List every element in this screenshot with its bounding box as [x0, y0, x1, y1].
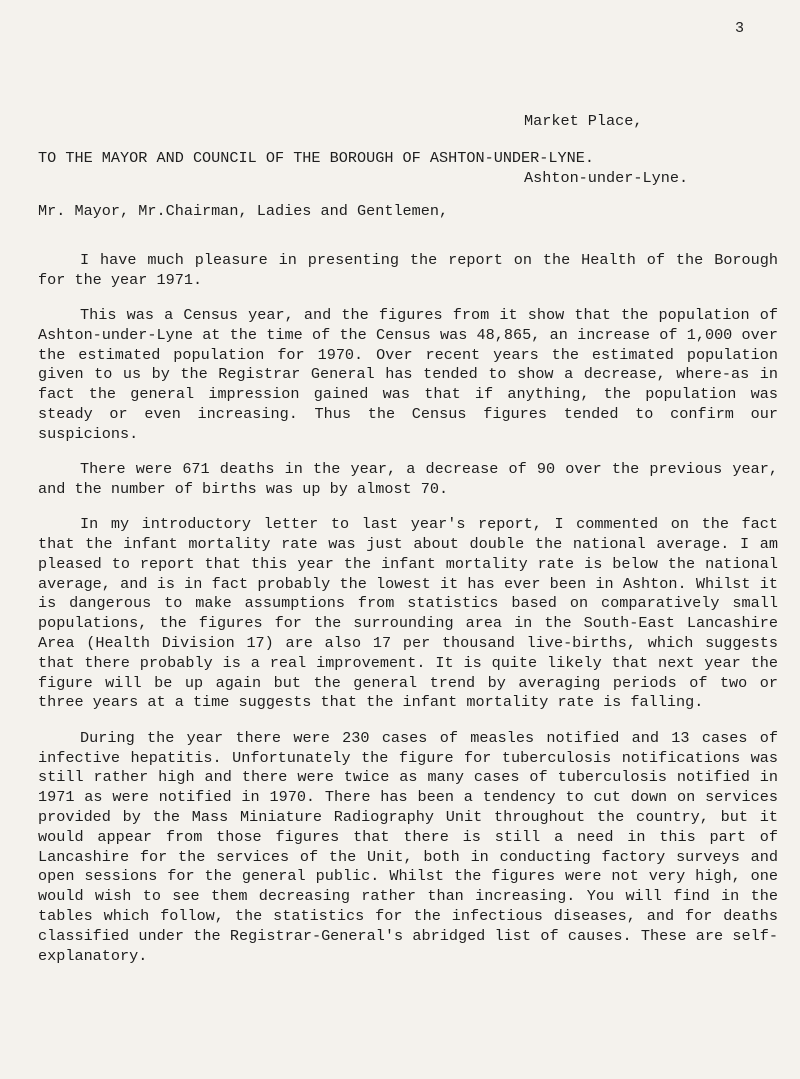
paragraph-intro: I have much pleasure in presenting the report on the Health of the Borough for the year 1971. — [38, 251, 778, 289]
paragraph-census: This was a Census year, and the figures from it show that the population of Ashton-under-Lyne at the time of the Census was 48,865, an increase of 1,000 over the estimated population for 1970. Over recent years the estimated population given to us by the Registrar General has tended to show a decrease, where-as in fact the general impression gained was that if anything, the population was steady or even increasing. Thus the Census figures tended to confirm our suspicions. — [38, 306, 778, 443]
paragraph-infectious-diseases: During the year there were 230 cases of measles notified and 13 cases of infective hepatitis. Unfortunately the figure for tuberculosis notifications was still rather high and there were twice as many cases of tuberculosis notified in 1971 as were notified in 1970. There has been a tendency to cut down on services provided by the Mass Miniature Radiography Unit throughout the country, but it would appear from those figures that there is still a need in this part of Lancashire for the services of the Unit, both in conducting factory surveys and open sessions for the general public. Whilst the figures were not very high, one would wish to see them decreasing rather than increasing. You will find in the tables which follow, the statistics for the infectious diseases, and for deaths classified under the Registrar-General's abridged list of causes. These are self-explanatory. — [38, 728, 778, 965]
paragraph-deaths-births: There were 671 deaths in the year, a decrease of 90 over the previous year, and the number of births was up by almost 70. — [38, 460, 778, 498]
greeting-line: Mr. Mayor, Mr.Chairman, Ladies and Gentlemen, — [38, 202, 449, 220]
addressee-line: TO THE MAYOR AND COUNCIL OF THE BOROUGH OF ASHTON-UNDER-LYNE. — [38, 149, 594, 167]
address-line-1: Market Place, — [524, 112, 643, 130]
paragraph-infant-mortality: In my introductory letter to last year's report, I commented on the fact that the infant mortality rate was just about double the national average. I am pleased to report that this year the infant mortality rate is below the national average, and is in fact probably the lowest it has ever been in Ashton. Whilst it is dangerous to make assumptions from statistics based on comparatively small populations, the figures for the surrounding area in the South-East Lancashire Area (Health Division 17) are also 17 per thousand live-births, which suggests that there probably is a real improvement. It is quite likely that next year the figure will be up again but the general trend by averaging periods of two or three years at a time suggests that the infant mortality rate is falling. — [38, 515, 778, 712]
page-number: 3 — [735, 20, 745, 37]
address-line-2: Ashton-under-Lyne. — [524, 169, 689, 187]
letter-body — [38, 251, 778, 982]
